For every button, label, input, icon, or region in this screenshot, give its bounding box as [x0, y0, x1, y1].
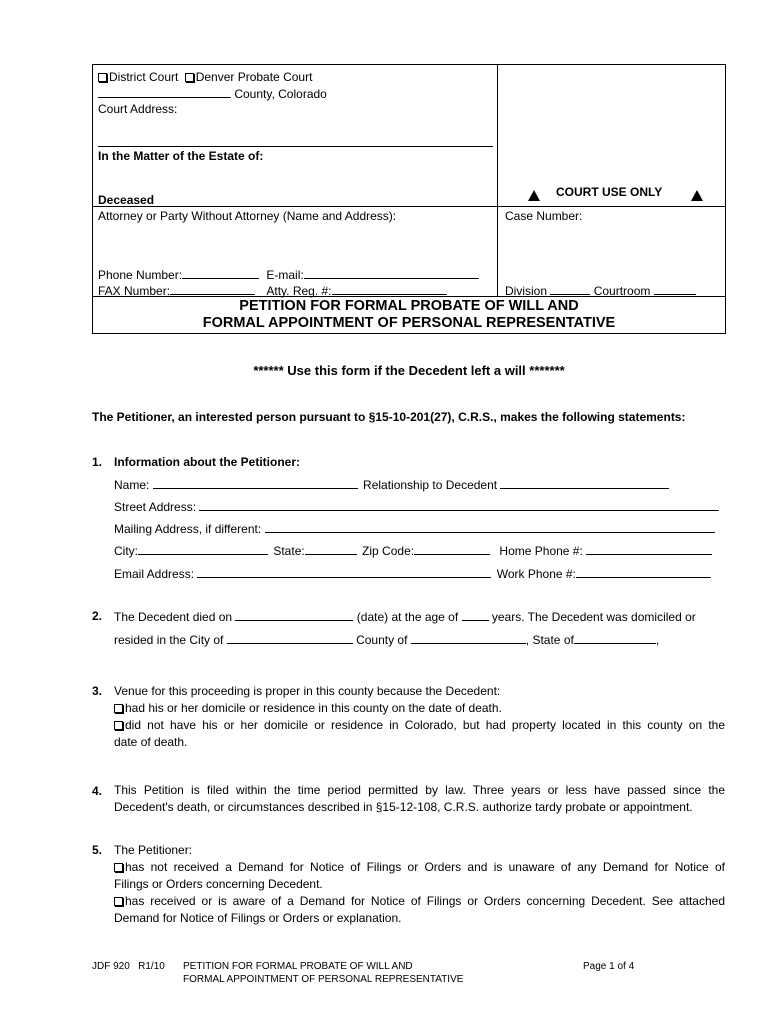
- denver-probate-checkbox[interactable]: [185, 73, 194, 82]
- courtroom-field[interactable]: [654, 283, 696, 295]
- form-title: [92, 298, 726, 332]
- demand-option-2-text: has received or is aware of a Demand for Notice of Filings or Orders concerning Decedent. See attached: [125, 894, 725, 908]
- atty-reg-label: Atty. Reg. #:: [266, 284, 332, 298]
- email-label: E-mail:: [266, 268, 304, 282]
- state-of-label: , State of: [525, 633, 574, 647]
- phone-label: Phone Number:: [98, 268, 183, 282]
- timeliness-line1: This Petition is filed within the time period permitted by law. Three years or less have passed since the: [114, 783, 725, 797]
- demand-option-2-cont: Demand for Notice of Filings or Orders or explanation.: [114, 911, 402, 925]
- domiciled-label: years. The Decedent was domiciled or: [491, 610, 696, 624]
- street-label: Street Address:: [114, 500, 197, 514]
- relationship-label: Relationship to Decedent: [363, 478, 498, 492]
- section-1-number: 1.: [92, 455, 103, 469]
- section-4-body: [114, 782, 725, 816]
- s2-line1: [114, 609, 696, 625]
- matter-label: In the Matter of the Estate of:: [98, 149, 264, 163]
- s1-mailing-row: [114, 521, 715, 537]
- footer-title-line1: PETITION FOR FORMAL PROBATE OF WILL AND: [183, 961, 413, 972]
- fax-reg-row: [98, 283, 447, 299]
- deceased-label: Deceased: [98, 193, 155, 207]
- venue-option-2: [114, 717, 725, 734]
- fax-label: FAX Number:: [98, 284, 171, 298]
- attorney-label: Attorney or Party Without Attorney (Name and Address):: [98, 209, 397, 223]
- case-number-label: Case Number:: [505, 209, 583, 223]
- division-courtroom-row: [505, 283, 696, 299]
- court-use-left-triangle-icon: [528, 188, 540, 206]
- s1-name-row: [114, 477, 669, 493]
- venue-option-1-text: had his or her domicile or residence in this county on the date of death.: [125, 701, 502, 715]
- demand-option-1-text: has not received a Demand for Notice of Filings or Orders and is unaware of any Demand for Notice of: [125, 860, 725, 874]
- s2-line2: [114, 632, 659, 648]
- mailing-field[interactable]: [265, 521, 715, 533]
- fax-field[interactable]: [170, 283, 255, 295]
- relationship-field[interactable]: [500, 477, 669, 489]
- work-phone-field[interactable]: [576, 566, 711, 578]
- venue-option-2-checkbox[interactable]: [114, 721, 123, 730]
- atty-reg-field[interactable]: [332, 283, 447, 295]
- section-3-number: 3.: [92, 684, 103, 698]
- county-name-field[interactable]: [98, 86, 231, 98]
- state-field[interactable]: [305, 543, 357, 555]
- demand-option-1: [114, 859, 725, 876]
- division-field[interactable]: [550, 283, 590, 295]
- demand-option-2: [114, 893, 725, 910]
- venue-lead: Venue for this proceeding is proper in this county because the Decedent:: [114, 684, 501, 698]
- footer-title: [183, 960, 463, 986]
- court-use-right-triangle-icon: [691, 188, 703, 206]
- s1-email-row: [114, 566, 711, 582]
- street-field[interactable]: [199, 499, 719, 511]
- denver-probate-label: Denver Probate Court: [195, 70, 313, 84]
- section-3-body: [114, 683, 725, 751]
- division-label: Division: [505, 284, 548, 298]
- zip-label: Zip Code:: [362, 544, 415, 558]
- county-row: [98, 86, 327, 102]
- venue-option-1-checkbox[interactable]: [114, 704, 123, 713]
- section-2-number: 2.: [92, 609, 103, 623]
- form-title-line2: FORMAL APPOINTMENT OF PERSONAL REPRESENTATIVE: [202, 315, 616, 331]
- residence-county-field[interactable]: [411, 632, 526, 644]
- county-of-label: County of: [356, 633, 408, 647]
- death-date-field[interactable]: [235, 609, 353, 621]
- venue-option-2-cont: date of death.: [114, 735, 188, 749]
- died-on-label: The Decedent died on: [114, 610, 233, 624]
- state-label: State:: [273, 544, 305, 558]
- email-address-label: Email Address:: [114, 567, 195, 581]
- district-court-checkbox[interactable]: [98, 73, 107, 82]
- home-phone-field[interactable]: [586, 543, 712, 555]
- section-5-body: [114, 842, 725, 927]
- residence-state-field[interactable]: [574, 632, 656, 644]
- city-field[interactable]: [138, 543, 268, 555]
- name-field[interactable]: [153, 477, 358, 489]
- age-field[interactable]: [462, 609, 489, 621]
- court-address-label: Court Address:: [98, 102, 178, 116]
- city-label: City:: [114, 544, 138, 558]
- footer-page-number: Page 1 of 4: [583, 961, 635, 972]
- work-phone-label: Work Phone #:: [496, 567, 576, 581]
- mailing-label: Mailing Address, if different:: [114, 522, 262, 536]
- home-phone-label: Home Phone #:: [499, 544, 583, 558]
- demand-option-2-checkbox[interactable]: [114, 897, 123, 906]
- court-selection: [98, 70, 312, 85]
- demand-option-1-checkbox[interactable]: [114, 863, 123, 872]
- will-notice: ****** Use this form if the Decedent left a will *******: [253, 363, 565, 378]
- footer-title-line2: FORMAL APPOINTMENT OF PERSONAL REPRESENTATIVE: [183, 974, 464, 985]
- venue-option-2-text: did not have his or her domicile or residence in Colorado, but had property located in this county on the: [125, 718, 725, 732]
- section-4-number: 4.: [92, 784, 103, 798]
- court-address-rule: [98, 146, 493, 147]
- zip-field[interactable]: [414, 543, 490, 555]
- courtroom-label: Courtroom: [593, 284, 651, 298]
- demand-option-1-cont: Filings or Orders concerning Decedent.: [114, 877, 323, 891]
- petitioner-lead: The Petitioner:: [114, 843, 193, 857]
- caption-divider-vertical: [497, 64, 498, 296]
- residence-city-field[interactable]: [227, 632, 353, 644]
- section-5-number: 5.: [92, 843, 103, 857]
- name-label: Name:: [114, 478, 150, 492]
- court-use-only-label: COURT USE ONLY: [556, 185, 663, 199]
- timeliness-line2: Decedent's death, or circumstances described in §15-12-108, C.R.S. authorize tardy probate or appointment.: [114, 800, 693, 814]
- resided-label: resided in the City of: [114, 633, 224, 647]
- district-court-label: District Court: [109, 70, 179, 84]
- caption-divider-attorney: [92, 206, 726, 207]
- section-1-heading: Information about the Petitioner:: [114, 455, 300, 469]
- email-address-field[interactable]: [197, 566, 491, 578]
- phone-field[interactable]: [182, 267, 259, 279]
- petition-intro: The Petitioner, an interested person pursuant to §15-10-201(27), C.R.S., makes the following statements:: [92, 410, 686, 424]
- s1-street-row: [114, 499, 719, 515]
- venue-option-1: [114, 700, 725, 717]
- date-age-label: (date) at the age of: [356, 610, 459, 624]
- county-label: County, Colorado: [234, 87, 327, 101]
- state-of-comma: ,: [655, 633, 660, 647]
- email-field[interactable]: [304, 267, 479, 279]
- footer-form-id: JDF 920 R1/10: [92, 961, 165, 972]
- s1-city-row: [114, 543, 712, 559]
- form-title-line1: PETITION FOR FORMAL PROBATE OF WILL AND: [239, 298, 579, 314]
- phone-email-row: [98, 267, 479, 283]
